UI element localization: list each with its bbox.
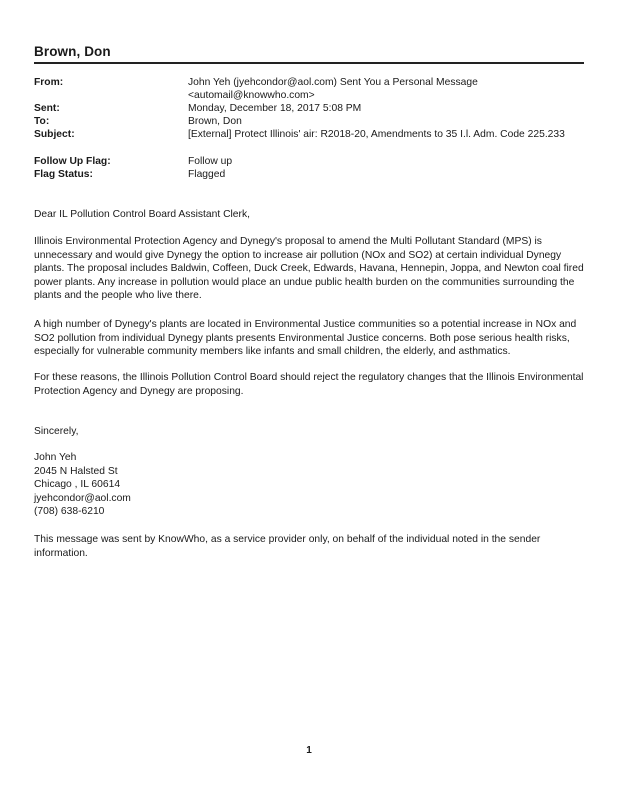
- signature-phone: (708) 638-6210: [34, 506, 105, 518]
- from-value: John Yeh (jyehcondor@aol.com) Sent You a Personal Message: [188, 77, 478, 88]
- sent-value: Monday, December 18, 2017 5:08 PM: [188, 103, 362, 114]
- sender-name-heading: Brown, Don: [34, 44, 111, 59]
- subject-value: [External] Protect Illinois' air: R2018-20, Amendments to 35 I.l. Adm. Code 225.233: [188, 129, 565, 140]
- body-paragraph-1: Illinois Environmental Protection Agency and Dynegy's proposal to amend the Multi Pollutant Standard (MPS) is unnecessary and would give Dynegy the option to increase air pollution (NOx and SO2) at certain individual Dynegy plants. The proposal includes Baldwin, Coffeen, Duck Creek, Edwards, Havana, Hennepin, Joppa, and Newton coal fired power plants. Any increase in pollution would place an undue public health burden on the communities surrounding the plants and the people who live there.: [34, 236, 584, 302]
- from-value-email: <automail@knowwho.com>: [188, 90, 315, 101]
- to-label: To:: [34, 116, 50, 127]
- signature-block: [34, 451, 584, 519]
- header-divider: [34, 62, 584, 64]
- sent-label: Sent:: [34, 103, 60, 114]
- follow-up-flag-label: Follow Up Flag:: [34, 156, 111, 167]
- signature-street: 2045 N Halsted St: [34, 465, 118, 477]
- footer-note: This message was sent by KnowWho, as a service provider only, on behalf of the individual noted in the sender information.: [34, 534, 541, 559]
- signature-name: John Yeh: [34, 452, 77, 463]
- flag-status-value: Flagged: [188, 169, 226, 180]
- subject-label: Subject:: [34, 129, 75, 140]
- page-number: 1: [306, 745, 312, 756]
- body-paragraph-2: A high number of Dynegy's plants are located in Environmental Justice communities so a potential increase in NOx and SO2 pollution from individual Dynegy plants presents Environmental Justice concerns. Both pose serious health risks, especially for vulnerable community members like infants and small children, the elderly, and asthmatics.: [34, 319, 577, 358]
- to-value: Brown, Don: [188, 116, 242, 127]
- signature-email: jyehcondor@aol.com: [34, 492, 131, 504]
- flag-status-label: Flag Status:: [34, 169, 93, 180]
- body-paragraph-3: For these reasons, the Illinois Pollution Control Board should reject the regulatory changes that the Illinois Environmental Protection Agency and Dynegy are proposing.: [34, 372, 584, 397]
- from-label: From:: [34, 77, 64, 88]
- signature-city: Chicago , IL 60614: [34, 479, 121, 491]
- greeting: Dear IL Pollution Control Board Assistant Clerk,: [34, 209, 250, 220]
- closing: Sincerely,: [34, 426, 79, 437]
- follow-up-flag-value: Follow up: [188, 156, 233, 167]
